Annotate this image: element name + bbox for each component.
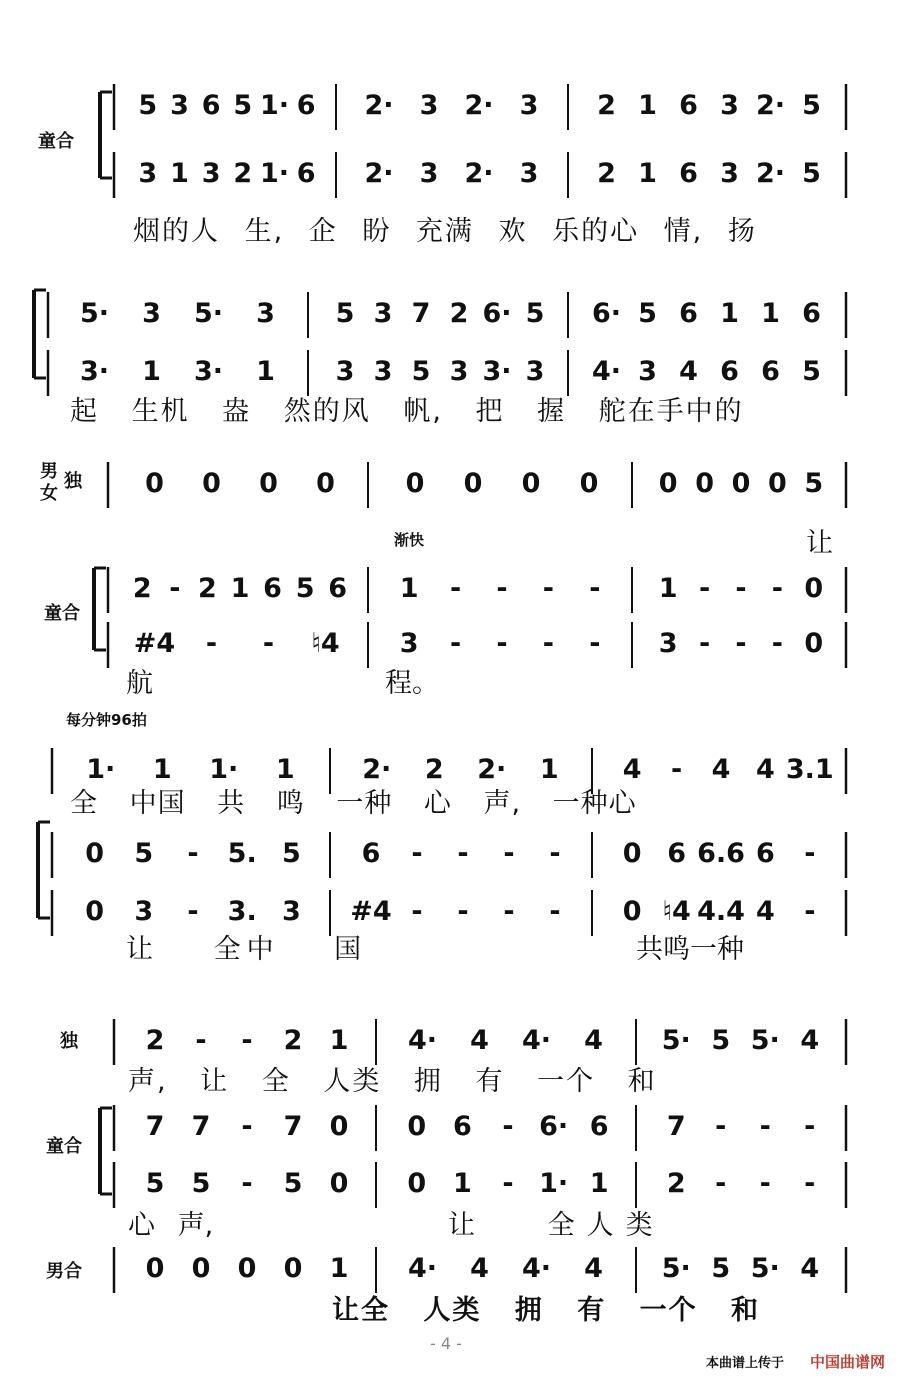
note: -	[771, 573, 783, 604]
note: 4	[470, 1025, 489, 1056]
note: 6	[296, 90, 316, 121]
note: 5	[802, 90, 821, 121]
note: 4	[622, 754, 642, 785]
note: 7	[191, 1111, 211, 1142]
note: 5	[134, 838, 154, 869]
part-label-nv: 女	[40, 483, 58, 504]
note: 6	[201, 90, 221, 121]
note: -	[549, 896, 561, 927]
note: 0	[804, 628, 824, 659]
note: -	[496, 628, 508, 659]
part-label-tong-he-3: 童合	[46, 1136, 82, 1157]
note: 1	[638, 158, 657, 189]
note: 5	[233, 90, 253, 121]
note: 2	[666, 1168, 686, 1199]
note: 1·	[539, 1168, 569, 1199]
note: 3	[399, 628, 419, 659]
note: 4·	[591, 356, 622, 387]
note: 5	[802, 158, 821, 189]
part-label-tong-he-2: 童合	[44, 603, 80, 624]
note: -	[804, 838, 816, 869]
note: 1	[329, 1253, 349, 1284]
page-number: - 4 -	[430, 1334, 462, 1353]
note: 6·	[539, 1111, 569, 1142]
note: -	[698, 628, 711, 659]
note: 3	[638, 356, 657, 387]
note: 0	[202, 468, 221, 499]
note: -	[205, 628, 218, 659]
footer-site-logo: 中国曲谱网	[810, 1353, 886, 1371]
note: 0	[658, 468, 678, 499]
note: ♮4	[311, 628, 340, 659]
note: 0	[695, 468, 714, 499]
note: 5·	[661, 1253, 691, 1284]
note: 1	[170, 158, 189, 189]
note: 5	[411, 356, 431, 387]
lyric-line-11: 让全 人类 拥 有 一个 和	[332, 1295, 760, 1326]
note: 5	[711, 1253, 731, 1284]
note: 0	[237, 1253, 257, 1284]
note: 2	[233, 158, 253, 189]
note: 0	[283, 1253, 303, 1284]
note: 1	[275, 754, 295, 785]
note: 7	[411, 298, 431, 329]
note: 1	[589, 1168, 609, 1199]
note: -	[670, 754, 683, 785]
lyric-line-1: 烟的人 生, 企 盼 充满 欢 乐的心 情, 扬	[133, 216, 757, 247]
note: 5	[138, 90, 158, 121]
note: 5·	[193, 298, 224, 329]
note: 5	[281, 838, 301, 869]
footer-uploaded: 本曲谱上传于	[706, 1356, 785, 1371]
note: 5	[802, 356, 821, 387]
note: 2·	[362, 754, 392, 785]
note: 6	[452, 1111, 472, 1142]
lyric-line-10: 让 全人类	[448, 1210, 665, 1241]
note: -	[715, 1168, 727, 1199]
note: 5	[525, 298, 545, 329]
note: 0	[85, 838, 104, 869]
lyric-line-8: 声, 让 全 人类 拥 有 一个 和	[128, 1066, 657, 1097]
note: 4	[755, 754, 775, 785]
note: -	[542, 628, 554, 659]
note: 2	[449, 298, 469, 329]
note: 1·	[86, 754, 116, 785]
note: 2	[145, 1025, 165, 1056]
note: 5·	[750, 1025, 780, 1056]
note: 4·	[521, 1253, 552, 1284]
note: 2	[597, 158, 616, 189]
note: 2	[424, 754, 444, 785]
note: 3	[256, 298, 275, 329]
note: 3	[138, 158, 158, 189]
note: 0	[731, 468, 751, 499]
note: 0	[191, 1253, 211, 1284]
note: 0	[329, 1168, 349, 1199]
note: -	[449, 628, 462, 659]
note: 6	[328, 573, 348, 604]
note: 7	[145, 1111, 165, 1142]
note: 2	[198, 573, 217, 604]
lyric-line-9: 心 声,	[128, 1210, 214, 1241]
note: 3	[134, 896, 154, 927]
note: 6	[296, 158, 316, 189]
note: 5	[295, 573, 315, 604]
note: 0	[407, 1168, 427, 1199]
note: 0	[407, 1111, 427, 1142]
note: 1	[256, 356, 275, 387]
note: 1	[539, 754, 559, 785]
lyric-line-3: 让	[806, 528, 833, 559]
note: 3.1	[785, 754, 834, 785]
note: -	[549, 838, 561, 869]
note: 3	[720, 158, 739, 189]
note: 3	[525, 356, 545, 387]
part-label-nan: 男	[40, 461, 58, 482]
note: -	[759, 1168, 771, 1199]
note: 5.	[227, 838, 257, 869]
note: -	[457, 896, 469, 927]
note: -	[589, 628, 601, 659]
note: -	[735, 573, 747, 604]
note: 1·	[209, 754, 239, 785]
note: 6	[667, 838, 686, 869]
note: 2·	[464, 90, 494, 121]
note: ♮4	[662, 896, 691, 927]
note: 1	[720, 298, 739, 329]
note: 6·	[482, 298, 512, 329]
note: 2	[283, 1025, 303, 1056]
note: -	[698, 573, 711, 604]
note: -	[759, 1111, 771, 1142]
note: 1·	[259, 158, 290, 189]
note: -	[804, 1168, 816, 1199]
part-label-tong-he: 童合	[38, 131, 74, 152]
note: 6	[761, 356, 780, 387]
note: 6	[263, 573, 282, 604]
note: -	[503, 838, 515, 869]
note: 3	[419, 158, 439, 189]
note: -	[735, 628, 747, 659]
note: 2·	[755, 158, 786, 189]
note: -	[715, 1111, 727, 1142]
note: -	[449, 573, 462, 604]
note: 2·	[755, 90, 786, 121]
note: 1	[761, 298, 780, 329]
note: -	[457, 838, 469, 869]
note: -	[411, 896, 423, 927]
note: 3	[201, 158, 221, 189]
note: 1	[658, 573, 678, 604]
note: 2	[597, 90, 616, 121]
note: 0	[622, 838, 642, 869]
note: 0	[329, 1111, 349, 1142]
note: -	[589, 573, 601, 604]
note: 5	[145, 1168, 165, 1199]
tempo-marking-accelerando: 渐快	[394, 531, 425, 549]
note: 3	[419, 90, 439, 121]
note: 6·	[591, 298, 622, 329]
note: -	[187, 896, 199, 927]
note: #4	[133, 628, 176, 659]
note: 2·	[364, 90, 394, 121]
note: -	[804, 896, 816, 927]
note: 4	[800, 1253, 820, 1284]
lyric-line-5: 全 中国 共 鸣 一种 心 声, 一种心	[70, 788, 637, 819]
note: 4·	[407, 1025, 438, 1056]
note: 0	[622, 896, 642, 927]
note: -	[771, 628, 783, 659]
note: 5·	[750, 1253, 780, 1284]
note: -	[195, 1025, 207, 1056]
lyric-line-7: 共鸣一种	[636, 934, 744, 965]
note: -	[502, 1111, 514, 1142]
note: 3	[335, 356, 355, 387]
note: -	[503, 896, 515, 927]
note: 2·	[364, 158, 394, 189]
note: 3·	[482, 356, 512, 387]
note: 1	[638, 90, 657, 121]
note: 7	[283, 1111, 303, 1142]
note: 3	[170, 90, 189, 121]
note: 4	[679, 356, 698, 387]
note: 0	[579, 468, 599, 499]
note: 3	[373, 298, 393, 329]
note: 0	[767, 468, 787, 499]
note: -	[169, 573, 181, 604]
note: -	[411, 838, 423, 869]
note: 2·	[477, 754, 507, 785]
note: 4	[584, 1025, 603, 1056]
note: 4	[755, 896, 775, 927]
note: 0	[521, 468, 541, 499]
note: 6	[679, 158, 698, 189]
note: 3	[519, 90, 539, 121]
note: 5·	[79, 298, 110, 329]
note: -	[241, 1111, 253, 1142]
note: 4	[470, 1253, 489, 1284]
note: 6	[361, 838, 381, 869]
note: 0	[463, 468, 483, 499]
note: 3	[449, 356, 469, 387]
note: -	[241, 1025, 253, 1056]
note: 5	[335, 298, 355, 329]
note: 7	[666, 1111, 686, 1142]
note: 3·	[79, 356, 110, 387]
note: 1	[152, 754, 172, 785]
lyric-line-6: 让 全中 国	[126, 934, 368, 965]
note: 4·	[521, 1025, 552, 1056]
note: 4	[800, 1025, 820, 1056]
lyric-line-4a: 航	[126, 668, 153, 699]
note: 3.	[227, 896, 257, 927]
note: 4	[711, 754, 731, 785]
note: 3	[658, 628, 678, 659]
note: 5	[638, 298, 657, 329]
note: 5·	[661, 1025, 691, 1056]
note: -	[804, 1111, 816, 1142]
note: 0	[316, 468, 335, 499]
note: 4	[584, 1253, 603, 1284]
note: 6	[679, 90, 698, 121]
note: 4.4	[697, 896, 745, 927]
note: 2·	[464, 158, 494, 189]
note: 3	[373, 356, 393, 387]
tempo-marking-bpm: 每分钟96拍	[66, 711, 147, 729]
lyric-line-4b: 程。	[385, 668, 439, 699]
note: 6	[589, 1111, 609, 1142]
note: 1·	[259, 90, 290, 121]
note: 2	[132, 573, 152, 604]
note: 1	[142, 356, 161, 387]
note: 1	[329, 1025, 349, 1056]
note: 6	[720, 356, 739, 387]
note: 6	[755, 838, 775, 869]
note: #4	[350, 896, 392, 927]
note: 6	[802, 298, 821, 329]
note: 1	[452, 1168, 472, 1199]
note: -	[502, 1168, 514, 1199]
note: 5	[711, 1025, 731, 1056]
note: -	[542, 573, 554, 604]
note: 3	[720, 90, 739, 121]
note: 1	[230, 573, 250, 604]
note: -	[241, 1168, 253, 1199]
note: 6.6	[697, 838, 745, 869]
note: 3	[142, 298, 161, 329]
note: 3·	[193, 356, 224, 387]
part-label-du-2: 独	[60, 1031, 78, 1052]
note: 0	[145, 1253, 165, 1284]
note: 1	[399, 573, 419, 604]
note: 5	[283, 1168, 303, 1199]
note: 5	[191, 1168, 211, 1199]
note: 4·	[407, 1253, 438, 1284]
note: 0	[405, 468, 425, 499]
note: 0	[259, 468, 278, 499]
note: 3	[519, 158, 539, 189]
note: 0	[145, 468, 164, 499]
note: 5	[804, 468, 824, 499]
note: 0	[85, 896, 104, 927]
note: -	[262, 628, 275, 659]
note: 3	[281, 896, 301, 927]
note: -	[496, 573, 508, 604]
note: 0	[804, 573, 824, 604]
lyric-line-2: 起 生机 盎 然的风 帆, 把 握 舵在手中的	[70, 396, 744, 427]
part-label-du-1: 独	[64, 471, 82, 492]
note: -	[187, 838, 199, 869]
part-label-nan-he: 男合	[46, 1261, 82, 1282]
note: 6	[679, 298, 698, 329]
